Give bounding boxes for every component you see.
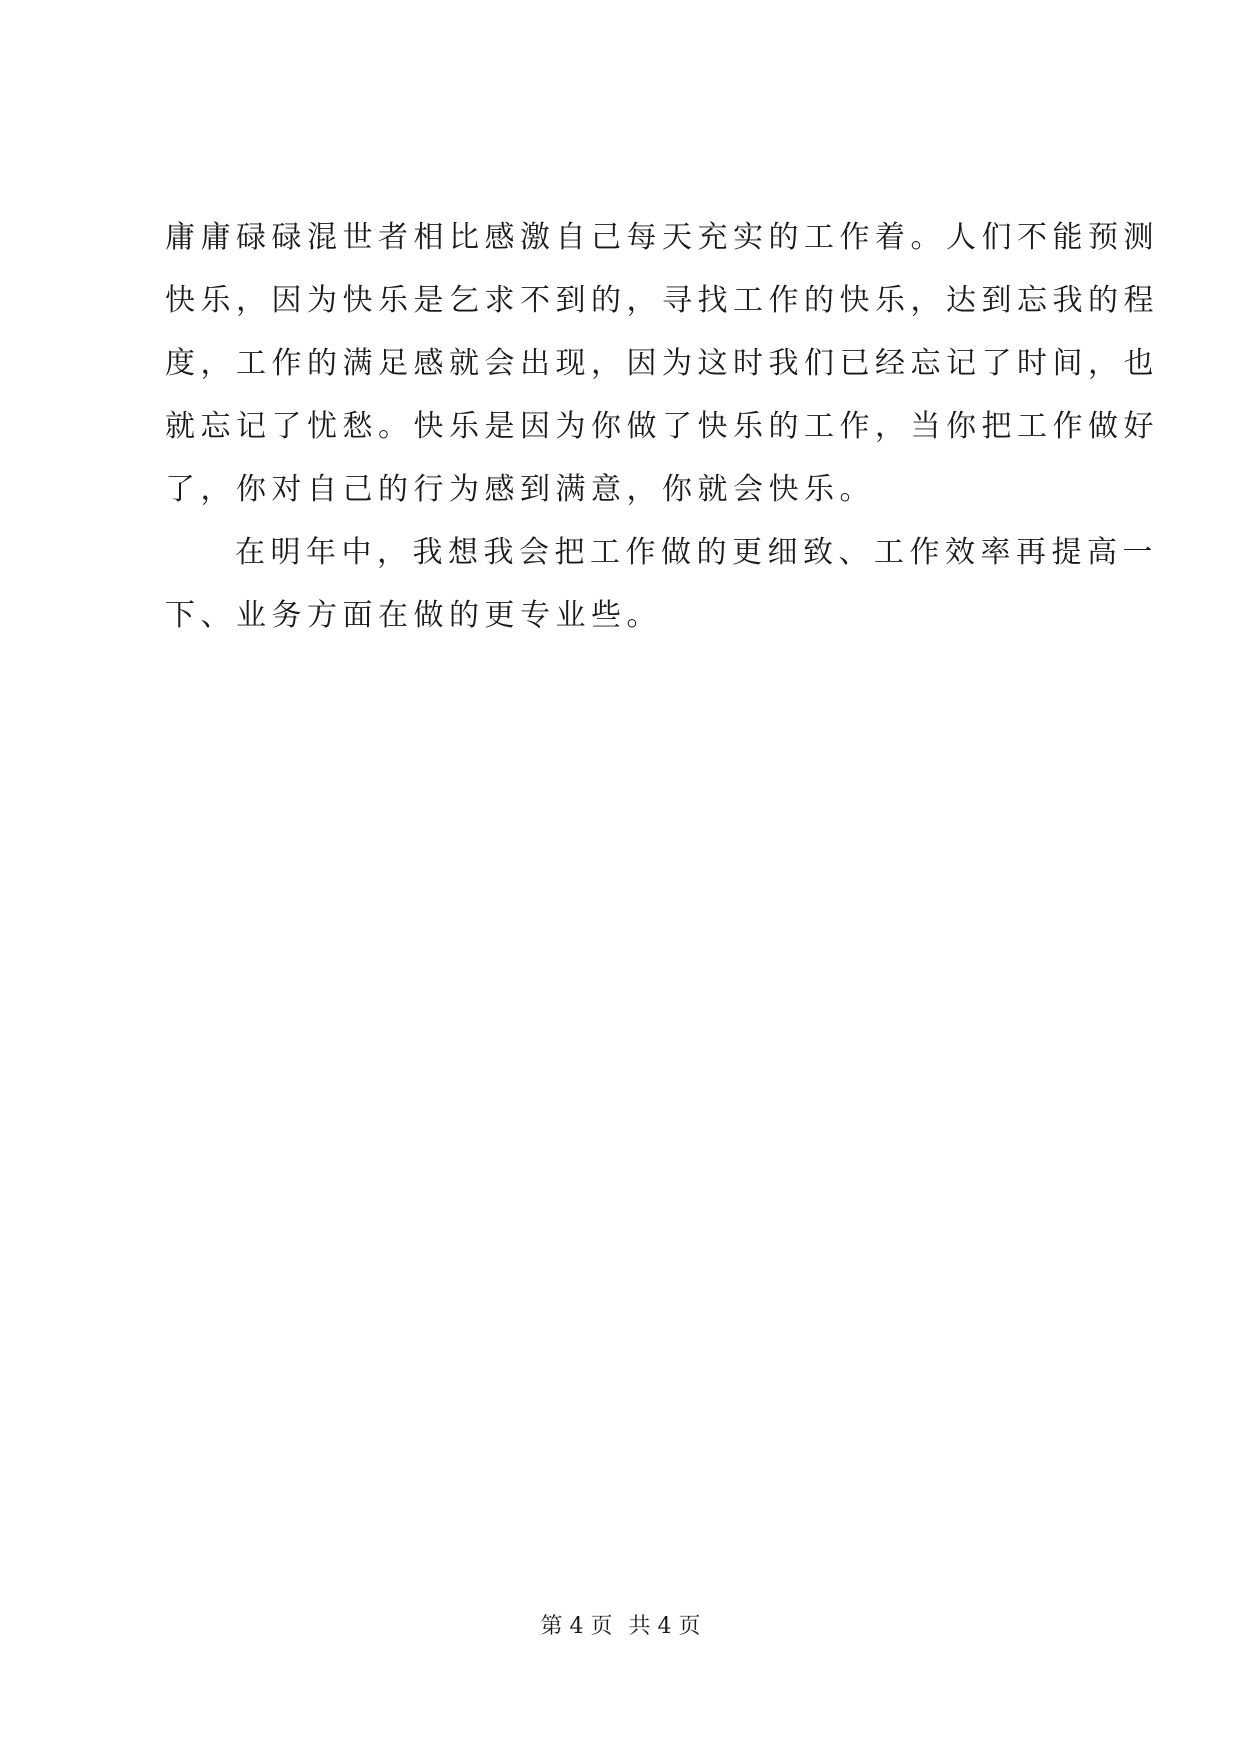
- text-line: 就忘记了忧愁。快乐是因为你做了快乐的工作，当你把工作做好: [165, 409, 1159, 444]
- text-line: 庸庸碌碌混世者相比感激自己每天充实的工作着。人们不能预测: [165, 220, 1159, 255]
- body-text: [165, 206, 1159, 647]
- text-line: 下、业务方面在做的更专业些。: [165, 598, 662, 633]
- page-total: 共 4 页: [628, 1614, 701, 1639]
- page-footer: [0, 1612, 1241, 1642]
- text-line: 快乐，因为快乐是乞求不到的，寻找工作的快乐，达到忘我的程: [165, 283, 1159, 318]
- page-number: 第 4 页: [540, 1614, 613, 1639]
- paragraph-1: [165, 206, 1159, 521]
- text-line: 在明年中，我想我会把工作做的更细致、工作效率再提高一: [235, 535, 1158, 570]
- paragraph-2: [165, 521, 1158, 647]
- text-line: 度，工作的满足感就会出现，因为这时我们已经忘记了时间，也: [165, 346, 1159, 381]
- text-line: 了，你对自己的行为感到满意，你就会快乐。: [165, 472, 875, 507]
